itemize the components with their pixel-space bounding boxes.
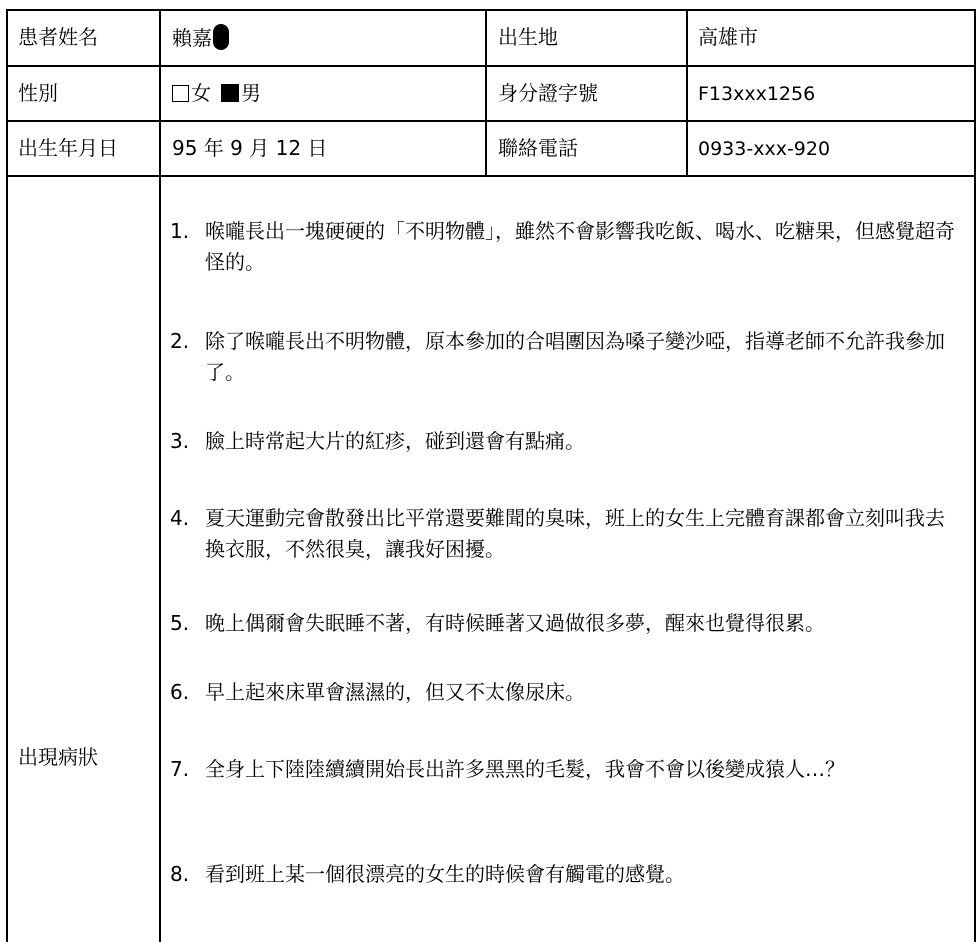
table-border-right [974,9,976,942]
symptom-text: 夏天運動完會散發出比平常還要難聞的臭味，班上的女生上完體育課都會立刻叫我去換衣服，不然很臭，讓我好困擾。 [205,506,945,561]
symptom-number: 7. [170,757,190,781]
symptom-number: 2. [170,329,190,353]
symptom-text: 全身上下陸陸續續開始長出許多黑黑的毛髮，我會不會以後變成猿人…？ [205,757,845,781]
symptom-number: 4. [170,506,190,530]
gender-male-label: 男 [241,81,261,105]
symptom-number: 8. [170,862,190,886]
gender-male-checkbox[interactable] [221,84,239,102]
gender-female-checkbox[interactable] [172,85,189,102]
column-divider-1 [159,9,161,942]
birthplace-label: 出生地 [498,25,558,49]
symptom-text: 臉上時常起大片的紅疹，碰到還會有點痛。 [205,429,585,453]
symptom-text: 喉嚨長出一塊硬硬的「不明物體」，雖然不會影響我吃飯、喝水、吃糖果，但感覺超奇怪的。 [205,219,955,274]
symptom-item-2 [170,326,960,388]
name-value [172,24,229,51]
row-divider-3 [6,175,976,177]
symptom-item-4 [170,503,960,565]
gender-options [172,80,261,106]
row-divider-2 [6,120,976,122]
column-divider-2 [485,9,487,177]
phone-label: 聯絡電話 [498,136,578,160]
symptom-text: 晚上偶爾會失眠睡不著，有時候睡著又過做很多夢，醒來也覺得很累。 [205,611,825,635]
column-divider-3 [686,9,688,177]
symptom-number: 5. [170,611,190,635]
phone-value: 0933-xxx-920 [698,138,831,160]
symptom-item-1 [170,216,960,278]
symptom-text: 看到班上某一個很漂亮的女生的時候會有觸電的感覺。 [205,862,685,886]
table-border-left [6,9,8,942]
symptom-item-7 [170,754,960,785]
symptom-number: 3. [170,429,190,453]
gender-female-label: 女 [191,81,211,105]
name-label: 患者姓名 [18,25,98,49]
symptom-item-6 [170,677,960,708]
id-value: F13xxx1256 [698,83,816,105]
symptoms-label: 出現病狀 [18,745,98,769]
symptom-text: 除了喉嚨長出不明物體，原本參加的合唱團因為嗓子變沙啞，指導老師不允許我參加了。 [205,329,945,384]
name-text: 賴嘉 [172,26,212,50]
dob-value: 95 年 9 月 12 日 [172,136,328,160]
symptom-item-8 [170,859,960,890]
symptom-number: 6. [170,680,190,704]
symptom-text: 早上起來床單會濕濕的，但又不太像尿床。 [205,680,585,704]
gender-label: 性別 [18,81,58,105]
redaction-mark [213,24,229,50]
id-label: 身分證字號 [498,81,598,105]
table-border-top [6,9,976,11]
row-divider-1 [6,65,976,67]
symptom-number: 1. [170,219,190,243]
birthplace-value: 高雄市 [698,25,758,49]
symptom-item-5 [170,608,960,639]
dob-label: 出生年月日 [18,136,118,160]
symptom-item-3 [170,426,960,457]
